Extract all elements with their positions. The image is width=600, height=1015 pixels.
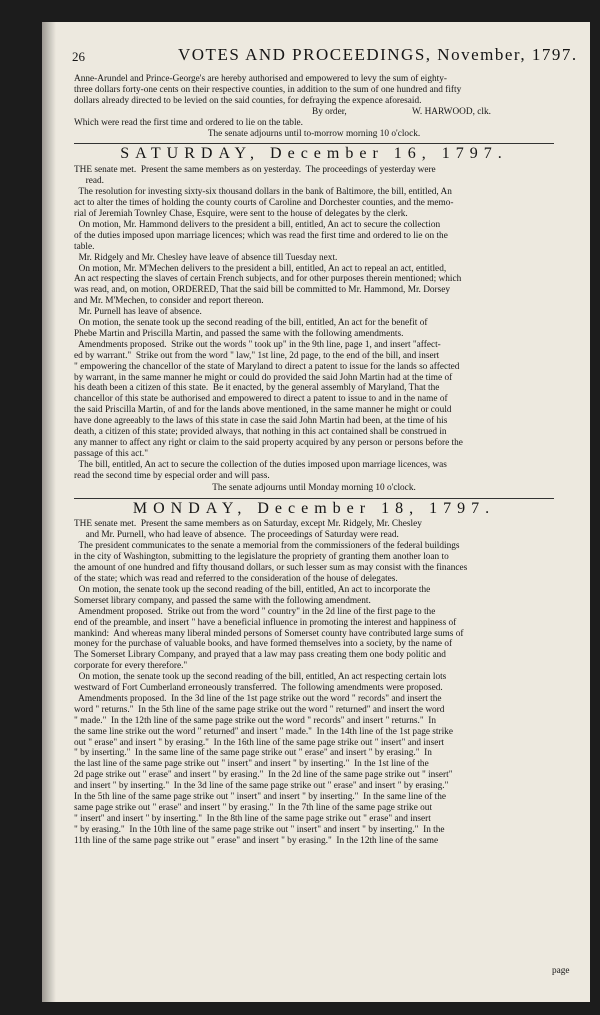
saturday-line: read the second time by especial order and will pass. xyxy=(74,470,270,481)
saturday-line: and Mr. M'Mechen, to consider and report thereon. xyxy=(74,296,264,307)
monday-line: " made." In the 12th line of the same page strike out the word " records" and insert " returns." In xyxy=(74,715,437,726)
monday-line: Somerset library company, and passed the same with the following amendment. xyxy=(74,595,371,606)
section-rule xyxy=(74,143,554,144)
monday-line: of the state; which was read and referred to the consideration of the house of delegates. xyxy=(74,573,398,584)
monday-line: 11th line of the same page strike out " erase" and insert " by erasing." In the 12th line of the same xyxy=(74,835,439,846)
monday-line: On motion, the senate took up the second reading of the bill, entitled, An act to incorporate the xyxy=(74,584,431,595)
saturday-line: Mr. Purnell has leave of absence. xyxy=(74,307,202,318)
monday-line: " by erasing." In the 10th line of the same page strike out " insert" and insert " by inserting." In the xyxy=(74,824,445,835)
monday-line: same page strike out " erase" and insert " by erasing." In the 7th line of the same page strike out xyxy=(74,803,433,813)
saturday-proceedings xyxy=(74,165,558,481)
monday-proceedings xyxy=(74,519,558,846)
saturday-line: On motion, Mr. M'Mechen delivers to the president a bill, entitled, An act to repeal an act, entitled, xyxy=(74,263,447,274)
monday-line: corporate for every therefore." xyxy=(74,661,188,672)
adjournment-note: The senate adjourns until to-morrow morning 10 o'clock. xyxy=(207,128,421,139)
saturday-line: was read, and, on motion, ORDERED, That the said bill be committed to Mr. Hammond, Mr. Dorsey xyxy=(74,285,451,296)
saturday-line: by warrant, in the same manner he might or could do provided the said John Martin had at the time of xyxy=(74,372,453,383)
saturday-line: An act respecting the slaves of certain French subjects, and for other purposes therein mentioned; which xyxy=(74,274,462,285)
monday-line: 2d page strike out " erase" and insert " by erasing." In the 2d line of the same page strike out " insert" xyxy=(74,770,453,781)
saturday-line: table. xyxy=(74,241,95,252)
document-page xyxy=(42,22,590,1002)
top-line: Anne-Arundel and Prince-George's are hereby authorised and empowered to levy the sum of eighty- xyxy=(74,74,447,84)
saturday-line: " empowering the chancellor of the state of Maryland to direct a patent to issue for the lands so affected xyxy=(74,361,460,372)
monday-line: mankind: And whereas many liberal minded persons of Somerset county have contributed large sums of xyxy=(74,628,464,639)
day-heading-monday: MONDAY, December 18, 1797. xyxy=(132,499,496,517)
page-body xyxy=(74,74,558,847)
top-line: dollars already directed to be levied on the said counties, for defraying the expence aforesaid. xyxy=(74,95,422,106)
saturday-line: ed by warrant." Strike out from the word " law," 1st line, 2d page, to the end of the bill, and insert xyxy=(74,350,440,361)
monday-line: and insert " by inserting." In the 3d line of the same page strike out " erase" and insert " by erasing." xyxy=(74,781,449,792)
monday-line: In the 5th line of the same page strike out " insert" and insert " by inserting." In the same line of the xyxy=(74,792,446,803)
saturday-line: The bill, entitled, An act to secure the collection of the duties imposed upon marriage licences, was xyxy=(74,459,447,470)
running-title: VOTES AND PROCEEDINGS, November, 1797. xyxy=(178,45,578,64)
saturday-line: any manner to affect any right or claim to the said property acquired by any person or persons before the xyxy=(74,438,463,448)
monday-line: and Mr. Purnell, who had leave of absence. The proceedings of Saturday were read. xyxy=(74,530,399,541)
monday-line: On motion, the senate took up the second reading of the bill, entitled, An act respecting certain lots xyxy=(74,672,447,683)
saturday-line: The resolution for investing sixty-six thousand dollars in the bank of Baltimore, the bill, entitled, An xyxy=(74,187,452,198)
monday-line: THE senate met. Present the same members as on Saturday, except Mr. Ridgely, Mr. Chesley xyxy=(74,519,422,530)
saturday-line: Mr. Ridgely and Mr. Chesley have leave of absence till Tuesday next. xyxy=(74,252,338,263)
saturday-line: Amendments proposed. Strike out the words " took up" in the 9th line, page 1, and insert "affect- xyxy=(74,339,441,350)
top-line: three dollars forty-one cents on their respective counties, in addition to the sum of one hundred and fifty xyxy=(74,84,462,95)
saturday-line: death, a citizen of this state; provided always, that nothing in this act contained shall be construed in xyxy=(74,427,447,438)
monday-line: out " erase" and insert " by erasing." In the 16th line of the same page strike out " insert" and insert xyxy=(74,737,445,748)
monday-line: The Somerset Library Company, and prayed that a law may pass creating them one body politic and xyxy=(74,650,446,661)
monday-line: end of the preamble, and insert " have a beneficial influence in promoting the interest and happiness of xyxy=(74,617,457,628)
monday-line: the amount of one hundred and fifty thousand dollars, or such lesser sum as may consist with the finances xyxy=(74,563,468,574)
monday-line: westward of Fort Cumberland erroneously transferred. The following amendments were proposed. xyxy=(74,683,443,694)
by-order: By order, xyxy=(312,106,347,117)
saturday-adjournment: The senate adjourns until Monday morning 10 o'clock. xyxy=(212,482,416,493)
monday-line: " by inserting." In the same line of the same page strike out " erase" and insert " by erasing." In xyxy=(74,748,432,759)
monday-line: Amendment proposed. Strike out from the word " country" in the 2d line of the first page to the xyxy=(74,606,436,617)
monday-line: " insert" and insert " by inserting." In the 8th line of the same page strike out " erase" and insert xyxy=(74,813,431,824)
monday-line: the same line strike out the word " returned" and insert " made." In the 14th line of the 1st page strike xyxy=(74,726,453,737)
saturday-line: have done agreeably to the laws of this state in case the said John Martin had been, at the time of his xyxy=(74,416,448,427)
saturday-line: the said Priscilla Martin, of and for the lands above mentioned, in the same manner he might or could xyxy=(74,405,452,416)
top-continuation: Anne-Arundel and Prince-George's are hereby authorised and empowered to levy the sum of eighty- three dollars forty-one cents on their respective counties, in addition to the sum of one hundred and fifty dollars already directed to be levied on the said counties, for defraying the expence aforesaid. By order, W. HARWOOD, clk. Which were read the first time and ordered to lie on the table. The senate adjourns until to-morrow morning 10 o'clock. xyxy=(74,74,558,139)
page-number: 26 xyxy=(72,49,85,64)
first-reading-note: Which were read the first time and ordered to lie on the table. xyxy=(74,117,303,128)
saturday-line: rial of Jeremiah Townley Chase, Esquire, were sent to the house of delegates by the clerk. xyxy=(74,208,408,219)
saturday-line: read. xyxy=(74,176,104,187)
saturday-line: On motion, the senate took up the second reading of the bill, entitled, An act for the benefit of xyxy=(74,318,428,329)
saturday-line: of the duties imposed upon marriage licences; which was read the first time and ordered to lie on the xyxy=(74,230,448,241)
monday-line: in the city of Washington, submitting to the legislature the propriety of granting them another loan to xyxy=(74,552,449,563)
day-heading-saturday: SATURDAY, December 16, 1797. xyxy=(120,145,508,163)
saturday-line: passage of this act." xyxy=(74,448,149,459)
page-header xyxy=(72,45,584,70)
saturday-line: chancellor of this state be authorised and empowered to direct a patent to issue to and in the name of xyxy=(74,394,448,405)
saturday-line: THE senate met. Present the same members as on yesterday. The proceedings of yesterday were xyxy=(74,165,436,176)
saturday-line: On motion, Mr. Hammond delivers to the president a bill, entitled, An act to secure the collection xyxy=(74,219,441,230)
saturday-line: Phebe Martin and Priscilla Martin, and passed the same with the following amendments. xyxy=(74,328,404,339)
section-rule xyxy=(74,498,554,499)
monday-line: Amendments proposed. In the 3d line of the 1st page strike out the word " records" and insert the xyxy=(74,693,442,704)
monday-line: The president communicates to the senate a memorial from the commissioners of the federal buildings xyxy=(74,541,460,552)
saturday-line: act to alter the times of holding the county courts of Caroline and Dorchester counties, and the memo- xyxy=(74,198,454,209)
monday-line: word " returns." In the 5th line of the same page strike out the word " returned" and insert the word xyxy=(74,704,445,715)
monday-line: money for the purchase of valuable books, and have formed themselves into a society, by the name of xyxy=(74,639,453,650)
saturday-line: his death been a citizen of this state. Be it enacted, by the general assembly of Maryland, That the xyxy=(74,383,440,394)
catchword: page xyxy=(552,966,570,976)
monday-line: the last line of the same page strike out " insert" and insert " by inserting." In the 1st line of the xyxy=(74,759,429,770)
